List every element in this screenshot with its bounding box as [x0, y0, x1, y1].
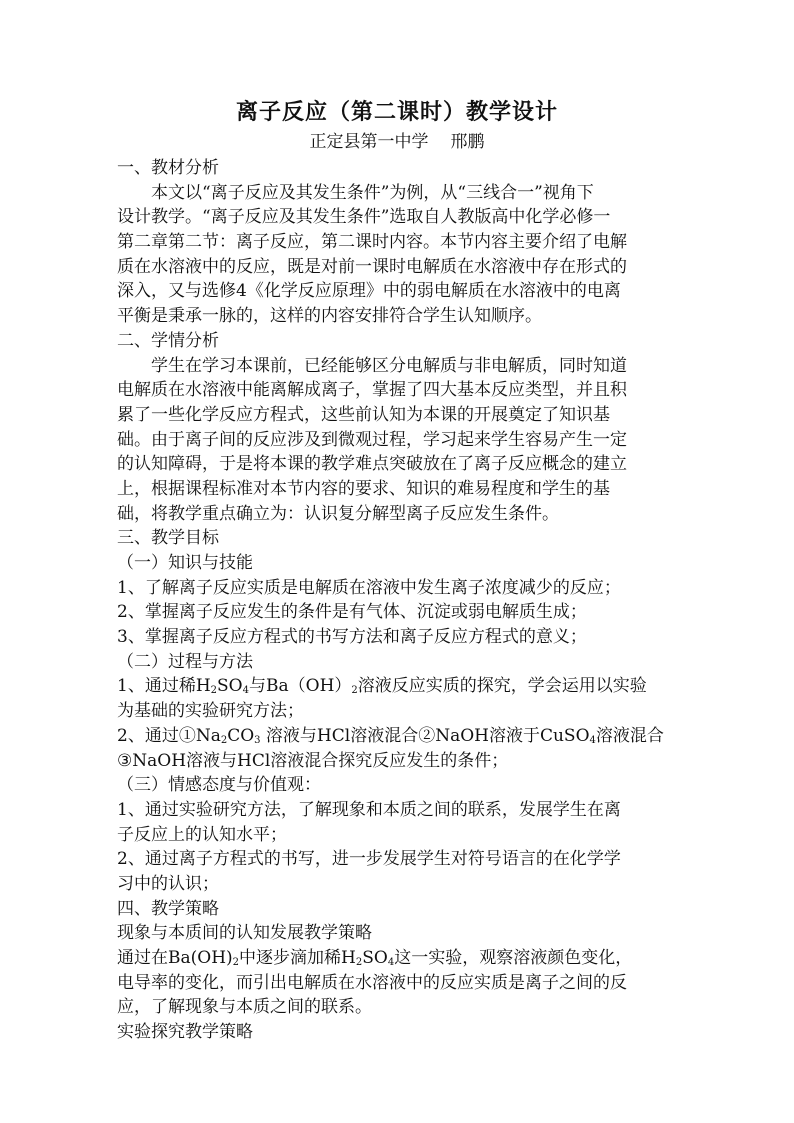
paragraph-line: 本文以“离子反应及其发生条件”为例，从“三线合一”视角下	[151, 182, 594, 203]
list-item: 1、通过稀$H_2SO_4$与$Ba(OH)_2$溶液反应实质的探究，学会运用以实验	[117, 676, 647, 697]
document-body	[117, 156, 677, 1045]
strategy-heading: 现象与本质间的认知发展教学策略	[117, 923, 372, 944]
section-heading: 四、教学策略	[117, 898, 219, 919]
author-name: 邢鹏	[450, 132, 485, 152]
subsection-heading: （三）情感态度与价值观：	[117, 775, 321, 796]
paragraph-line: 电解质在水溶液中能离解成离子，掌握了四大基本反应类型，并且积	[117, 380, 627, 401]
author-line	[117, 128, 677, 156]
paragraph-line: 学生在学习本课前，已经能够区分电解质与非电解质，同时知道	[151, 355, 627, 376]
list-item: 2、掌握离子反应发生的条件是有气体、沉淀或弱电解质生成；	[117, 602, 587, 623]
author-school: 正定县第一中学	[309, 132, 429, 152]
subsection-heading: （二）过程与方法	[117, 651, 253, 672]
paragraph-line: 通过在$Ba(OH)_2$中逐步滴加稀$H_2SO_4$这一实验，观察溶液颜色变化，	[117, 948, 633, 968]
subsection-heading: （一）知识与技能	[117, 553, 253, 573]
list-item: 2、通过$①Na_2CO_3$ 溶液与HCl溶液混合②NaOH溶液于CuSO$_4$溶液混合	[117, 725, 664, 746]
section-heading: 二、学情分析	[117, 330, 219, 351]
list-item-continuation: 习中的认识；	[117, 873, 219, 894]
list-item: 2、通过离子方程式的书写，进一步发展学生对符号语言的在化学学	[117, 849, 621, 870]
paragraph-line: 础，将教学重点确立为：认识复分解型离子反应发生条件。	[117, 503, 559, 524]
paragraph-line: 累了一些化学反应方程式，这些前认知为本课的开展奠定了知识基	[117, 404, 610, 425]
list-item-continuation: 子反应上的认知水平；	[117, 824, 287, 845]
strategy-heading: 实验探究教学策略	[117, 1022, 253, 1043]
list-item: 3、掌握离子反应方程式的书写方法和离子反应方程式的意义；	[117, 627, 587, 648]
paragraph-line: 础。由于离子间的反应涉及到微观过程，学习起来学生容易产生一定	[117, 429, 627, 450]
paragraph-line: 平衡是秉承一脉的，这样的内容安排符合学生认知顺序。	[117, 306, 542, 327]
paragraph-line: 质在水溶液中的反应，既是对前一课时电解质在水溶液中存在形式的	[117, 256, 627, 277]
document-page	[117, 96, 677, 1045]
paragraph-line: 的认知障碍，于是将本课的教学难点突破放在了离子反应概念的建立	[117, 454, 627, 475]
list-item-continuation: ③NaOH溶液与HCl溶液混合探究反应发生的条件；	[117, 750, 509, 771]
paragraph-line: 应，了解现象与本质之间的联系。	[117, 997, 372, 1018]
paragraph-line: 第二章第二节：离子反应，第二课时内容。本节内容主要介绍了电解	[117, 232, 627, 253]
list-item-continuation: 为基础的实验研究方法；	[117, 701, 304, 722]
section-heading: 三、教学目标	[117, 528, 219, 549]
document-title: 离子反应（第二课时）教学设计	[235, 99, 558, 125]
paragraph-line: 深入，又与选修4《化学反应原理》中的弱电解质在水溶液中的电离	[117, 281, 621, 302]
list-item: 1、通过实验研究方法，了解现象和本质之间的联系，发展学生在离	[117, 799, 621, 820]
paragraph-line: 设计教学。“离子反应及其发生条件”选取自人教版高中化学必修一	[117, 207, 611, 228]
list-item: 1、了解离子反应实质是电解质在溶液中发生离子浓度减少的反应；	[117, 577, 621, 598]
paragraph-line: 电导率的变化，而引出电解质在水溶液中的反应实质是离子之间的反	[117, 972, 627, 993]
paragraph-line: 上，根据课程标准对本节内容的要求、知识的难易程度和学生的基	[117, 478, 610, 499]
section-heading: 一、教材分析	[117, 158, 219, 178]
